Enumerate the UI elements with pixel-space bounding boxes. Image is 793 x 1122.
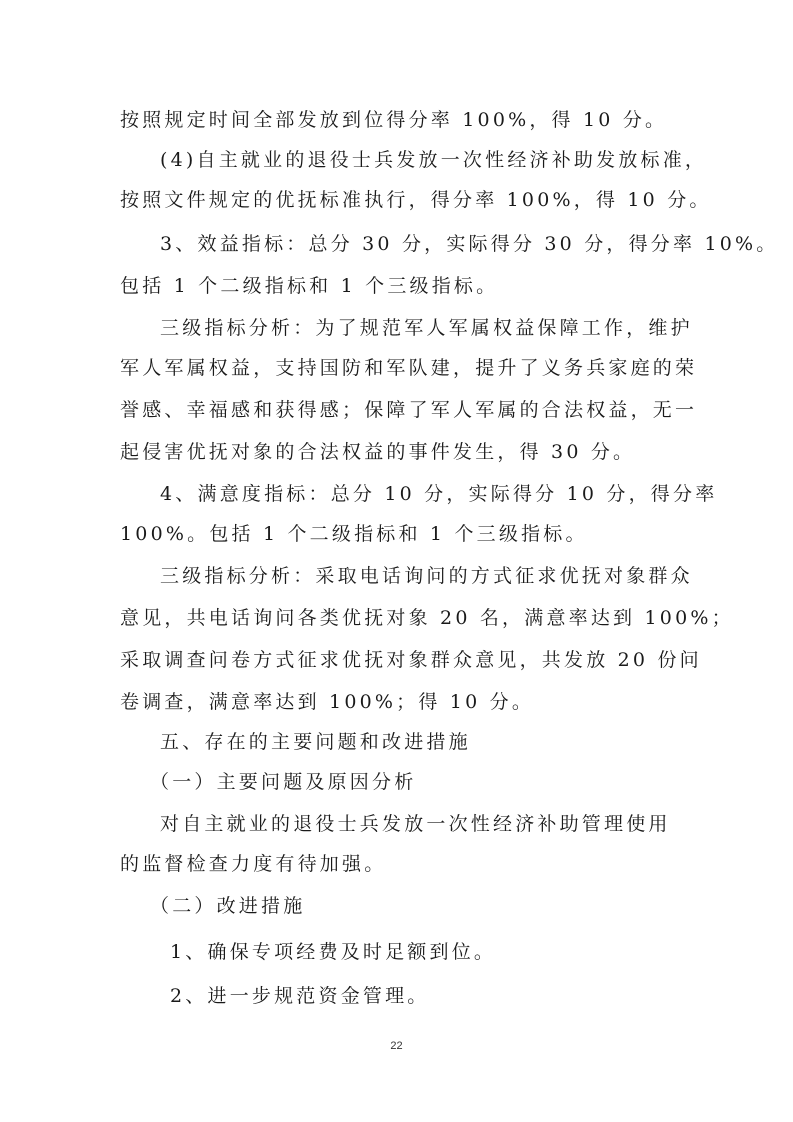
text-line: 的监督检查力度有待加强。 — [120, 853, 387, 875]
text-line: 按照规定时间全部发放到位得分率 100%，得 10 分。 — [120, 109, 668, 131]
text-line: 4、满意度指标：总分 10 分，实际得分 10 分，得分率 — [160, 483, 718, 505]
subsection-heading: （二）改进措施 — [150, 895, 306, 917]
text-line: 起侵害优抚对象的合法权益的事件发生，得 30 分。 — [120, 441, 636, 463]
text-line: 100%。包括 1 个二级指标和 1 个三级指标。 — [120, 523, 588, 545]
text-line: (4)自主就业的退役士兵发放一次性经济补助发放标准， — [160, 149, 708, 171]
text-line: 包括 1 个二级指标和 1 个三级指标。 — [120, 275, 499, 297]
text-line: 誉感、幸福感和获得感；保障了军人军属的合法权益，无一 — [120, 399, 698, 421]
text-line: 3、效益指标：总分 30 分，实际得分 30 分，得分率 10%。 — [160, 233, 779, 255]
list-item: 2、进一步规范资金管理。 — [170, 985, 430, 1007]
list-item: 1、确保专项经费及时足额到位。 — [170, 941, 497, 963]
section-heading: 五、存在的主要问题和改进措施 — [160, 731, 471, 753]
text-line: 按照文件规定的优抚标准执行，得分率 100%，得 10 分。 — [120, 189, 712, 211]
text-line: 卷调查，满意率达到 100%；得 10 分。 — [120, 691, 535, 713]
page-number: 22 — [390, 1040, 403, 1052]
text-line: 意见，共电话询问各类优抚对象 20 名，满意率达到 100%； — [120, 607, 734, 629]
subsection-heading: （一）主要问题及原因分析 — [150, 771, 417, 793]
text-line: 对自主就业的退役士兵发放一次性经济补助管理使用 — [160, 813, 671, 835]
text-line: 军人军属权益，支持国防和军队建，提升了义务兵家庭的荣 — [120, 357, 698, 379]
text-line: 三级指标分析：为了规范军人军属权益保障工作，维护 — [160, 317, 693, 339]
text-line: 三级指标分析：采取电话询问的方式征求优抚对象群众 — [160, 565, 693, 587]
text-line: 采取调查问卷方式征求优抚对象群众意见，共发放 20 份问 — [120, 649, 702, 671]
